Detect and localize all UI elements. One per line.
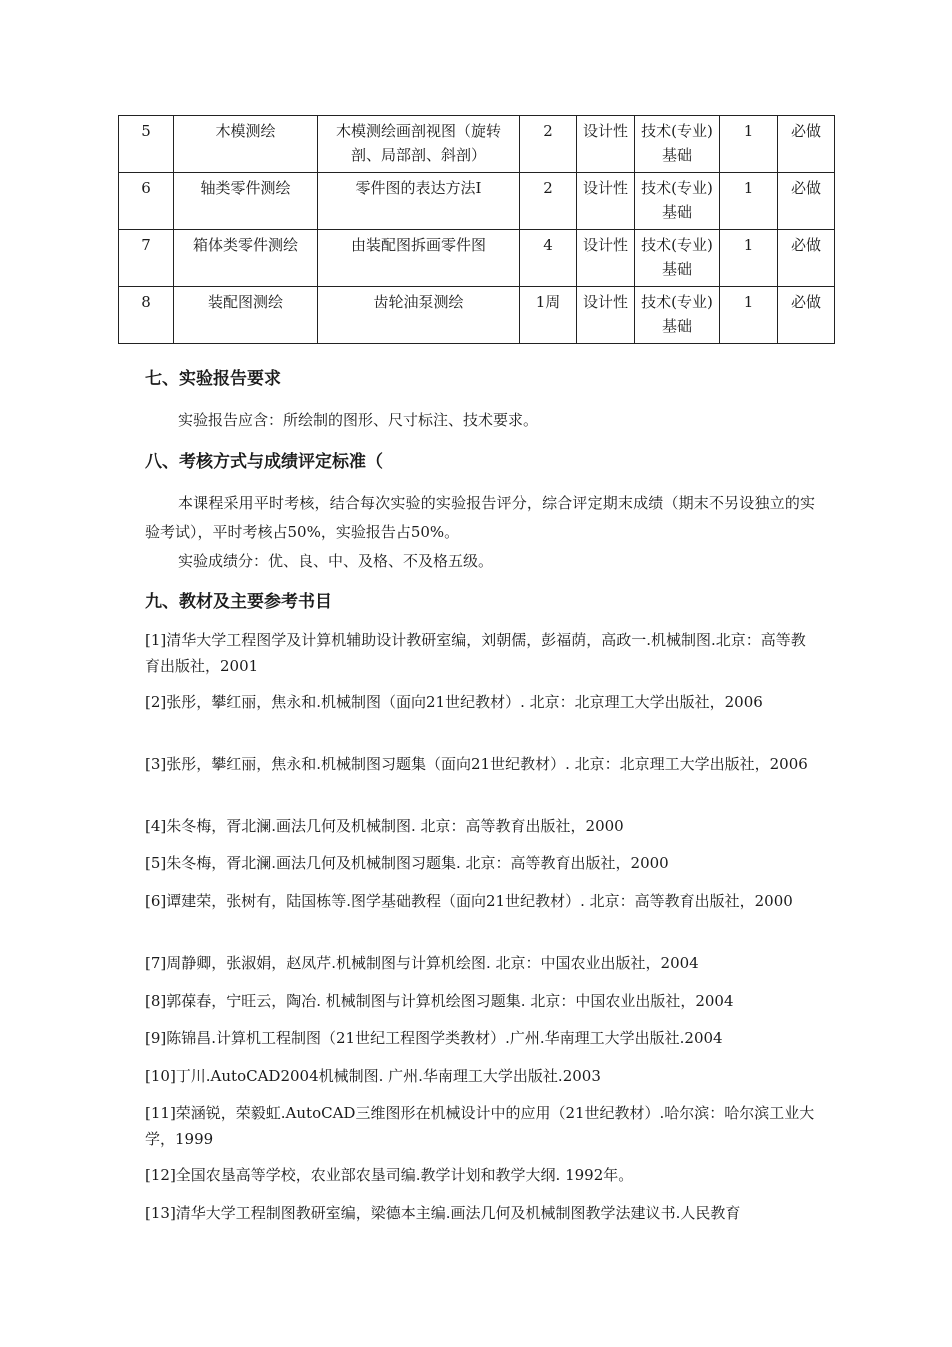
cell-group: 1 [720,173,778,230]
cell-category: 技术(专业)基础 [635,173,720,230]
cell-content: 木模测绘画剖视图（旋转剖、局部剖、斜剖） [318,116,520,173]
cell-group: 1 [720,230,778,287]
cell-required: 必做 [778,116,835,173]
cell-content: 零件图的表达方法Ⅰ [318,173,520,230]
reference-item: [1]清华大学工程图学及计算机辅助设计教研室编，刘朝儒，彭福荫，高政一.机械制图.北京：高等教育出版社，2001 [145,631,806,675]
reference-item: [2]张彤，攀红丽，焦永和.机械制图（面向21世纪教材）. 北京：北京理工大学出版社，2006 [145,693,763,711]
cell-group: 1 [720,287,778,344]
cell-content: 由装配图拆画零件图 [318,230,520,287]
cell-name: 箱体类零件测绘 [174,230,318,287]
cell-type: 设计性 [577,116,635,173]
table-row [119,230,835,287]
cell-name: 装配图测绘 [174,287,318,344]
reference-item: [11]荣涵锐，荣毅虹.AutoCAD三维图形在机械设计中的应用（21世纪教材）.哈尔滨：哈尔滨工业大学，1999 [145,1104,815,1148]
reference-item: [6]谭建荣，张树有，陆国栋等.图学基础教程（面向21世纪教材）. 北京：高等教育出版社，2000 [145,892,793,910]
cell-no: 7 [119,230,174,287]
reference-item: [12]全国农垦高等学校，农业部农垦司编.教学计划和教学大纲. 1992年。 [145,1166,634,1184]
table-row [119,173,835,230]
cell-no: 5 [119,116,174,173]
reference-item: [7]周静卿，张淑娟，赵凤芹.机械制图与计算机绘图. 北京：中国农业出版社，2004 [145,954,699,972]
cell-type: 设计性 [577,173,635,230]
cell-type: 设计性 [577,287,635,344]
section-9-title: 九、教材及主要参考书目 [145,592,332,612]
cell-category: 技术(专业)基础 [635,287,720,344]
cell-group: 1 [720,116,778,173]
cell-hours: 2 [520,173,577,230]
reference-item: [4]朱冬梅，胥北澜.画法几何及机械制图. 北京：高等教育出版社，2000 [145,817,624,835]
cell-type: 设计性 [577,230,635,287]
cell-category: 技术(专业)基础 [635,116,720,173]
cell-name: 木模测绘 [174,116,318,173]
section-7-title: 七、实验报告要求 [145,369,281,389]
cell-content: 齿轮油泵测绘 [318,287,520,344]
cell-required: 必做 [778,173,835,230]
reference-item: [10]丁川.AutoCAD2004机械制图. 广州.华南理工大学出版社.2003 [145,1067,601,1085]
reference-item: [5]朱冬梅，胥北澜.画法几何及机械制图习题集. 北京：高等教育出版社，2000 [145,854,669,872]
cell-no: 8 [119,287,174,344]
cell-required: 必做 [778,287,835,344]
reference-item: [3]张彤，攀红丽，焦永和.机械制图习题集（面向21世纪教材）. 北京：北京理工大学出版社，2006 [145,755,808,773]
section-7-body: 实验报告应含：所绘制的图形、尺寸标注、技术要求。 [178,411,539,429]
section-8-body: 本课程采用平时考核，结合每次实验的实验报告评分，综合评定期末成绩（期末不另设独立的实验考试），平时考核占50%，实验报告占50%。 [145,494,815,541]
cell-no: 6 [119,173,174,230]
cell-name: 轴类零件测绘 [174,173,318,230]
experiments-table [118,115,835,344]
cell-category: 技术(专业)基础 [635,230,720,287]
section-8-title: 八、考核方式与成绩评定标准（ [145,452,383,472]
reference-item: [13]清华大学工程制图教研室编，梁德本主编.画法几何及机械制图教学法建议书.人民教育 [145,1204,741,1222]
section-8-grading: 实验成绩分：优、良、中、及格、不及格五级。 [178,552,494,570]
reference-item: [9]陈锦昌.计算机工程制图（21世纪工程图学类教材）.广州.华南理工大学出版社.2004 [145,1029,723,1047]
cell-hours: 2 [520,116,577,173]
cell-required: 必做 [778,230,835,287]
reference-item: [8]郭葆春，宁旺云，陶冶. 机械制图与计算机绘图习题集. 北京：中国农业出版社，2004 [145,992,734,1010]
cell-hours: 1周 [520,287,577,344]
cell-hours: 4 [520,230,577,287]
table-row [119,116,835,173]
table-row [119,287,835,344]
